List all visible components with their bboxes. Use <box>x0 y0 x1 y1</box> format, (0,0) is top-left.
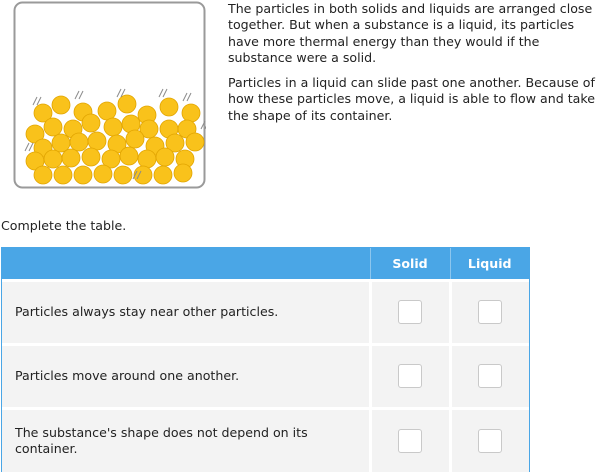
particle <box>98 102 116 120</box>
header-solid: Solid <box>370 248 450 280</box>
row-statement: Particles always stay near other particles. <box>2 280 370 344</box>
solid-checkbox-row-2[interactable] <box>398 364 422 388</box>
particle <box>52 96 70 114</box>
particle <box>62 149 80 167</box>
table-header-row <box>2 248 529 280</box>
table-row <box>2 408 529 472</box>
particle <box>154 166 172 184</box>
particle <box>186 133 204 151</box>
liquid-checkbox-row-1[interactable] <box>478 300 502 324</box>
liquid-particles-icon <box>13 1 206 189</box>
particle <box>114 166 132 184</box>
particle <box>44 118 62 136</box>
row-statement: The substance's shape does not depend on its container. <box>2 408 370 472</box>
particle <box>88 132 106 150</box>
table-row <box>2 280 529 344</box>
liquid-checkbox-row-3[interactable] <box>478 429 502 453</box>
solid-checkbox-row-3[interactable] <box>398 429 422 453</box>
particle <box>118 95 136 113</box>
intro-text <box>228 1 600 133</box>
particle <box>74 166 92 184</box>
liquid-container-illustration <box>13 1 206 189</box>
particle <box>160 98 178 116</box>
particle <box>54 166 72 184</box>
particle <box>182 104 200 122</box>
particle <box>134 166 152 184</box>
header-statement <box>2 248 370 280</box>
particle <box>156 148 174 166</box>
particle <box>138 150 156 168</box>
intro-paragraph-2: Particles in a liquid can slide past one another. Because of how these particles move, a liquid is able to flow and take the shape of its container. <box>228 75 595 123</box>
intro-paragraph-1: The particles in both solids and liquids are arranged close together. But when a substance is a liquid, its particles have more thermal energy than they would if the substance were a solid. <box>228 1 593 65</box>
particle <box>82 114 100 132</box>
header-liquid: Liquid <box>450 248 529 280</box>
particle <box>104 118 122 136</box>
particle <box>44 150 62 168</box>
particle <box>82 148 100 166</box>
particle <box>120 147 138 165</box>
solid-liquid-table <box>1 247 530 472</box>
solid-checkbox-row-1[interactable] <box>398 300 422 324</box>
particle <box>94 165 112 183</box>
liquid-checkbox-row-2[interactable] <box>478 364 502 388</box>
particle <box>174 164 192 182</box>
particle <box>52 134 70 152</box>
row-statement: Particles move around one another. <box>2 344 370 408</box>
table-row <box>2 344 529 408</box>
particle <box>70 133 88 151</box>
instruction-text: Complete the table. <box>1 218 127 233</box>
particle <box>34 166 52 184</box>
particle <box>126 130 144 148</box>
